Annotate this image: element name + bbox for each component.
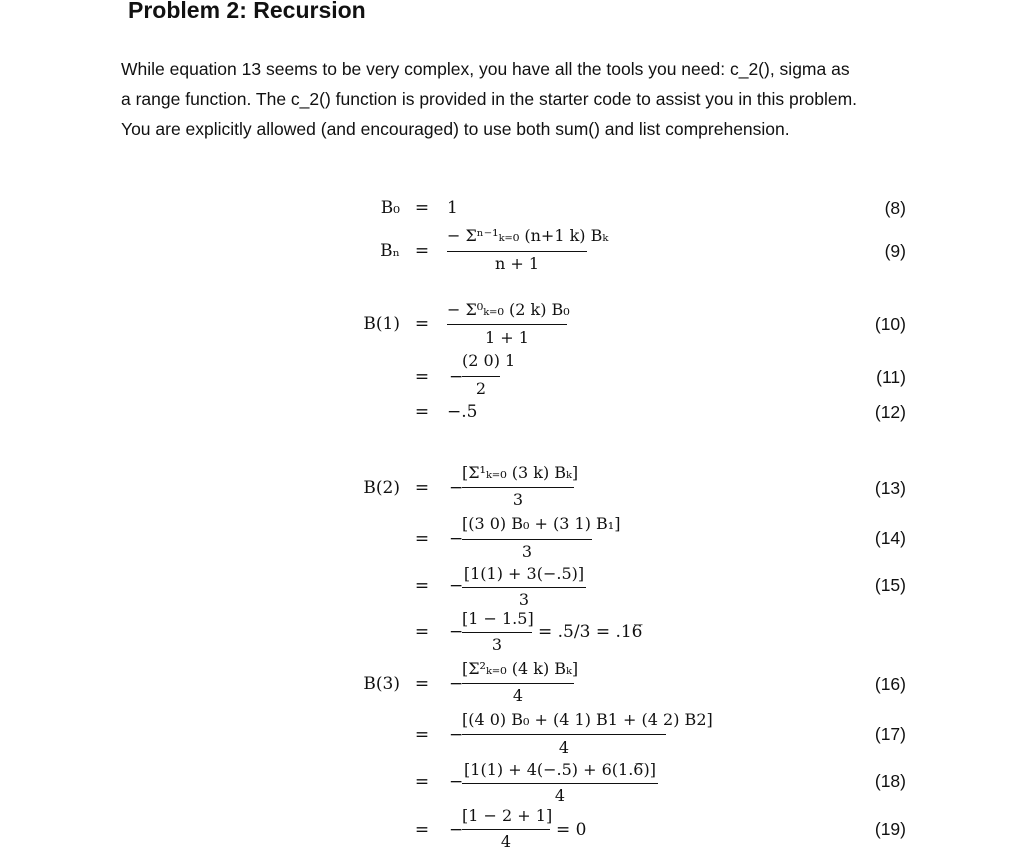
b1-result: −.5 (447, 402, 478, 422)
numerator: [1(1) + 3(−.5)] (463, 564, 585, 583)
denominator: 4 (500, 832, 512, 851)
denominator: 4 (558, 738, 570, 757)
fraction (447, 226, 609, 276)
equation-number: (15) (874, 575, 906, 595)
minus-sign: − (449, 674, 464, 694)
denominator: 4 (512, 686, 524, 705)
fraction (462, 805, 553, 855)
page-title: Problem 2: Recursion (128, 0, 366, 23)
numerator: [Σ²ₖ₌₀ (4 k) Bₖ] (462, 659, 579, 678)
minus-sign: − (449, 529, 464, 549)
equation-number: (13) (874, 478, 906, 498)
denominator: 3 (521, 542, 533, 561)
equals-sign: = (414, 576, 430, 596)
fraction (462, 759, 658, 809)
fraction (462, 658, 579, 708)
b0-value: 1 (447, 198, 458, 218)
intro-line: You are explicitly allowed (and encouraged) to use both sum() and list comprehension. (121, 119, 790, 139)
fraction (462, 563, 586, 613)
denominator: 3 (518, 590, 530, 609)
equals-sign: = (414, 241, 430, 261)
equation-number: (9) (884, 241, 906, 261)
numerator: − Σ⁰ₖ₌₀ (2 k) B₀ (447, 300, 570, 319)
numerator: [(4 0) B₀ + (4 1) B1 + (4 2) B2] (462, 710, 713, 729)
minus-sign: − (449, 478, 464, 498)
equals-sign: = (414, 622, 430, 642)
fraction (462, 709, 713, 759)
numerator: [Σ¹ₖ₌₀ (3 k) Bₖ] (462, 463, 579, 482)
equals-sign: = (414, 725, 430, 745)
equals-sign: = (414, 367, 430, 387)
minus-sign: − (449, 772, 464, 792)
fraction (462, 350, 516, 400)
lhs-b1: B(1) (363, 314, 400, 334)
lhs-b2: B(2) (363, 478, 400, 498)
equals-sign: = (414, 529, 430, 549)
denominator: 3 (491, 635, 503, 654)
equation-number: (18) (874, 771, 906, 791)
fraction (447, 300, 570, 350)
equation-number: (19) (874, 819, 906, 839)
fraction (462, 462, 579, 512)
lhs-b3: B(3) (363, 674, 400, 694)
equation-number: (10) (874, 314, 906, 334)
fraction (462, 514, 621, 564)
denominator: 1 + 1 (485, 328, 529, 347)
numerator: [1 − 1.5] (462, 609, 534, 628)
fraction (462, 608, 532, 658)
numerator: [1 − 2 + 1] (462, 806, 553, 825)
equals-sign: = (414, 820, 430, 840)
denominator: 3 (512, 490, 524, 509)
equals-sign: = (414, 674, 430, 694)
minus-sign: − (449, 725, 464, 745)
intro-line: a range function. The c_2() function is provided in the starter code to assist you in this problem. (121, 89, 858, 109)
numerator: [(3 0) B₀ + (3 1) B₁] (462, 514, 621, 533)
lhs-bn: Bₙ (380, 241, 400, 261)
minus-sign: − (449, 622, 464, 642)
minus-sign: − (449, 576, 464, 596)
equals-sign: = (414, 478, 430, 498)
intro-paragraph (121, 54, 921, 144)
numerator: − Σⁿ⁻¹ₖ₌₀ (n+1 k) Bₖ (447, 226, 609, 245)
numerator: (2 0) 1 (462, 351, 516, 370)
intro-line: While equation 13 seems to be very complex, you have all the tools you need: c_2(), sigma as (121, 59, 850, 79)
equals-sign: = (414, 402, 430, 422)
b2-result: = .5/3 = .16̅ (538, 622, 643, 642)
equation-number: (17) (874, 724, 906, 744)
equation-number: (11) (876, 367, 906, 387)
denominator: n + 1 (494, 254, 540, 273)
equals-sign: = (414, 772, 430, 792)
equation-number: (12) (874, 402, 906, 422)
denominator: 4 (554, 786, 566, 805)
minus-sign: − (449, 367, 464, 387)
equation-number: (14) (874, 528, 906, 548)
equals-sign: = (414, 314, 430, 334)
equation-number: (8) (884, 198, 906, 218)
numerator: [1(1) + 4(−.5) + 6(1.6̅)] (464, 760, 656, 779)
minus-sign: − (449, 820, 464, 840)
equals-sign: = (414, 198, 430, 218)
equation-number: (16) (874, 674, 906, 694)
lhs-b0: B₀ (380, 198, 400, 218)
denominator: 2 (475, 379, 487, 398)
b3-result: = 0 (556, 820, 587, 840)
